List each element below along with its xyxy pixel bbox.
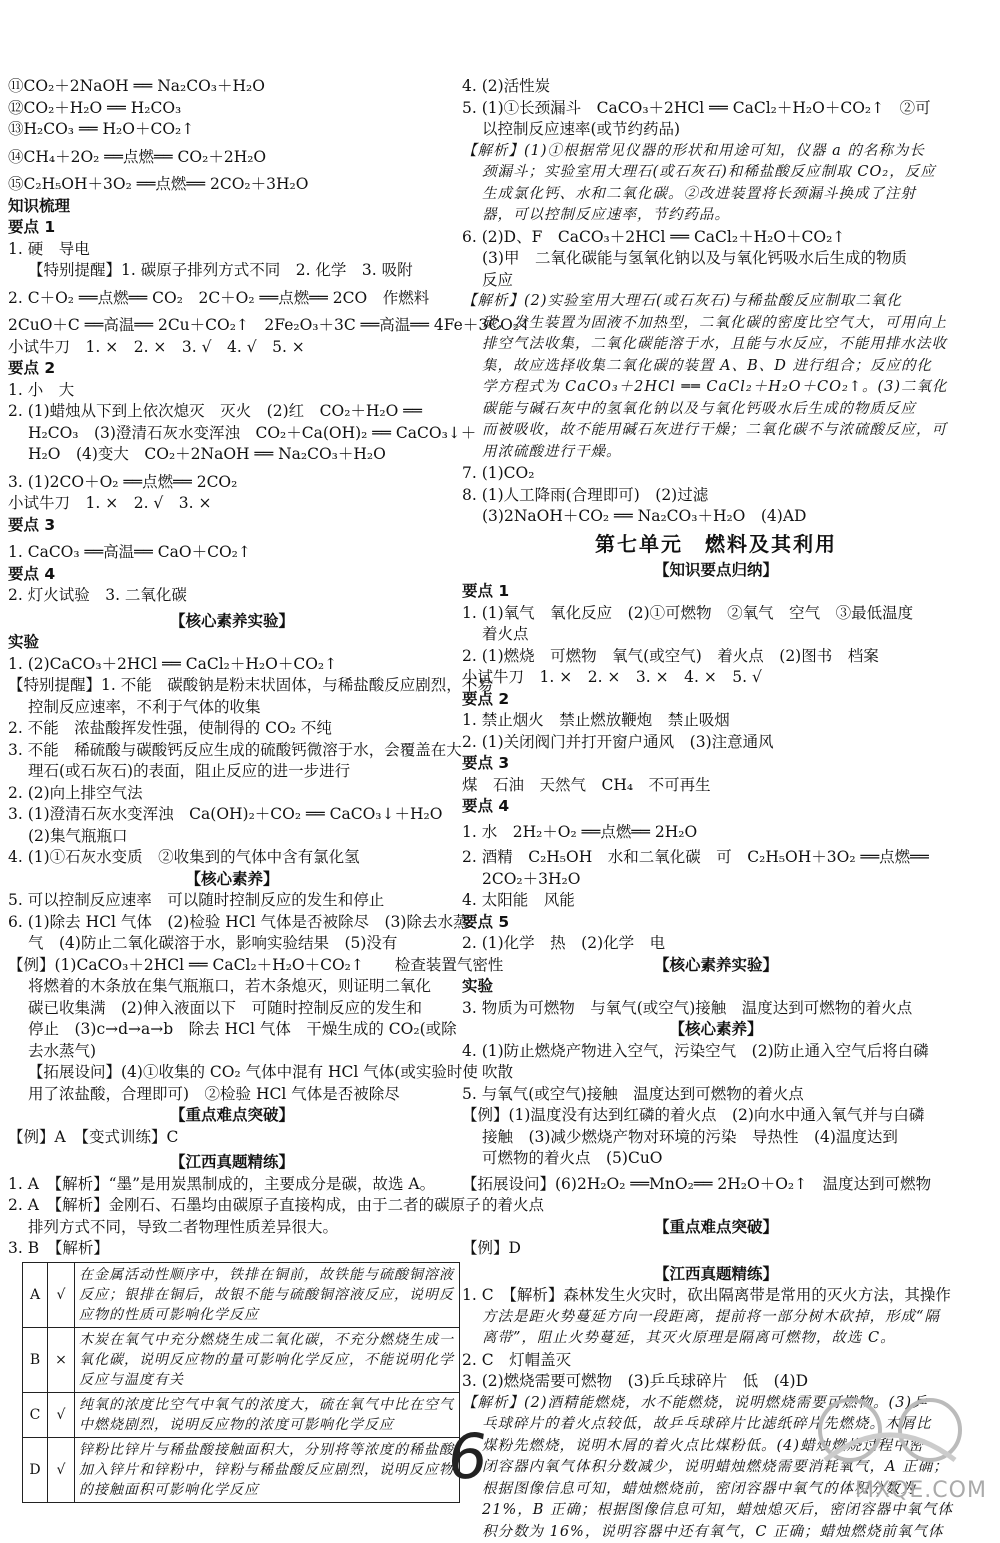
answer-line: 3. (2)燃烧需要可燃物 (3)乒乓球碎片 低 (4)D [462, 1371, 970, 1393]
answer-line: 2. C＋O₂ ══点燃══ CO₂ 2C＋O₂ ══点燃══ 2CO 作燃料 [8, 288, 456, 310]
section-heading: 知识梳理 [8, 196, 456, 218]
example-line: 【例】A 【变式训练】C [8, 1127, 456, 1149]
judgement-mark: × [48, 1327, 75, 1392]
example-line: 去水蒸气) [8, 1041, 456, 1063]
answer-line: 1. 硬 导电 [8, 239, 456, 261]
answer-line: 以控制反应速率(或节约药品) [462, 119, 970, 141]
left-column [8, 76, 456, 1503]
answer-line: 4. 太阳能 风能 [462, 890, 970, 912]
option-explanation: 在金属活动性顺序中，铁排在铜前，故铁能与硫酸铜溶液反应；银排在铜后，故银不能与硫酸铜溶液反应，说明反应物的性质可影响化学反应 [75, 1262, 460, 1327]
table-row [23, 1262, 460, 1327]
answer-line: 2. 不能 浓盐酸挥发性强，使制得的 CO₂ 不纯 [8, 718, 456, 740]
option-label: C [23, 1392, 48, 1437]
explanation-line: 根据图像信息可知，蜡烛燃烧前，密闭容器中氧气的体积分数为 [462, 1479, 970, 1501]
answer-line: 4. (2)活性炭 [462, 76, 970, 98]
answer-line: 反应 [462, 270, 970, 292]
explanation-line: 闭容器内氧气体积分数减少，说明蜡烛燃烧需要消耗氧气，A 正确； [462, 1457, 970, 1479]
table-row [23, 1392, 460, 1437]
answer-line: 2. 酒精 C₂H₅OH 水和二氧化碳 可 C₂H₅OH＋3O₂ ══点燃══ [462, 847, 970, 869]
answer-line: 2. 灯火试验 3. 二氧化碳 [8, 585, 456, 607]
section-heading: 【江西真题精练】 [462, 1264, 970, 1286]
answer-line: 理石(或石灰石)的表面，阻止反应的进一步进行 [8, 761, 456, 783]
quiz-line: 小试牛刀 1. × 2. × 3. √ 4. √ 5. × [8, 337, 456, 359]
answer-line: 着火点 [462, 624, 970, 646]
right-column [462, 76, 970, 1543]
section-heading: 【知识要点归纳】 [462, 560, 970, 582]
point-heading: 要点 3 [8, 515, 456, 537]
answer-line: 3. (1)澄清石灰水变浑浊 Ca(OH)₂＋CO₂ ══ CaCO₃↓＋H₂O [8, 804, 456, 826]
answer-line: (2)集气瓶瓶口 [8, 826, 456, 848]
example-line: 停止 (3)c→d→a→b 除去 HCl 气体 干燥生成的 CO₂(或除 [8, 1019, 456, 1041]
tip-line: 【特别提醒】1. 碳原子排列方式不同 2. 化学 3. 吸附 [8, 260, 456, 282]
equation-line: ⑪CO₂＋2NaOH ══ Na₂CO₃＋H₂O [8, 76, 456, 98]
answer-line: 5. (1)①长颈漏斗 CaCO₃＋2HCl ══ CaCl₂＋H₂O＋CO₂↑ ②可 [462, 98, 970, 120]
explanation-line: 学方程式为 CaCO₃＋2HCl ══ CaCl₂＋H₂O＋CO₂↑。(3)二氧化 [462, 377, 970, 399]
option-explanation: 锌粉比锌片与稀盐酸接触面积大，分别将等浓度的稀盐酸加入锌片和锌粉中，锌粉与稀盐酸反应剧烈，说明反应物的接触面积可影响化学反应 [75, 1437, 460, 1502]
equation-line: ⑬H₂CO₃ ══ H₂O＋CO₂↑ [8, 119, 456, 141]
explanation-line: 方法是距火势蔓延方向一段距离，提前将一部分树木砍掉，形成“隔 [462, 1307, 970, 1329]
answer-line: 1. A 【解析】“墨”是用炭黑制成的，主要成分是碳，故选 A。 [8, 1174, 456, 1196]
answer-line: 吹散 [462, 1062, 970, 1084]
explanation-line: 【解析】(2)实验室用大理石(或石灰石)与稀盐酸反应制取二氧化 [462, 291, 970, 313]
explanation-line: 21%，B 正确；根据图像信息可知，蜡烛熄灭后，密闭容器中氧气体 [462, 1500, 970, 1522]
equation-line: ⑮C₂H₅OH＋3O₂ ══点燃══ 2CO₂＋3H₂O [8, 174, 456, 196]
answer-line: 2. (1)关闭阀门并打开窗户通风 (3)注意通风 [462, 732, 970, 754]
sub-heading: 实验 [8, 632, 456, 654]
page-number: 6 [443, 1420, 493, 1493]
answer-line: (3)2NaOH＋CO₂ ══ Na₂CO₃＋H₂O (4)AD [462, 506, 970, 528]
example-line: 可燃物的着火点 (5)CuO [462, 1148, 970, 1170]
answer-line: 排列方式不同，导致二者物理性质差异很大。 [8, 1217, 456, 1239]
extension-line: 的着火点 [462, 1195, 970, 1217]
tip-line: 【特别提醒】1. 不能 碳酸钠是粉末状固体，与稀盐酸反应剧烈，不易 [8, 675, 456, 697]
answer-line: H₂O (4)变大 CO₂＋2NaOH ══ Na₂CO₃＋H₂O [8, 444, 456, 466]
answer-line: 3. (1)2CO＋O₂ ══点燃══ 2CO₂ [8, 472, 456, 494]
answer-line: 3. 物质为可燃物 与氧气(或空气)接触 温度达到可燃物的着火点 [462, 998, 970, 1020]
equation-line: ⑫CO₂＋H₂O ══ H₂CO₃ [8, 98, 456, 120]
option-label: B [23, 1327, 48, 1392]
explanation-line: 碳能与碱石灰中的氢氧化钠以及与氧化钙吸水后生成的物质反应 [462, 399, 970, 421]
analysis-table [22, 1262, 460, 1503]
answer-line: 3. 不能 稀硫酸与碳酸钙反应生成的硫酸钙微溶于水，会覆盖在大 [8, 740, 456, 762]
unit-title: 第七单元 燃料及其利用 [462, 528, 970, 560]
judgement-mark: √ [48, 1392, 75, 1437]
point-heading: 要点 4 [8, 564, 456, 586]
section-heading: 【核心素养】 [462, 1019, 970, 1041]
point-heading: 要点 1 [8, 217, 456, 239]
answer-line: 煤 石油 天然气 CH₄ 不可再生 [462, 775, 970, 797]
option-explanation: 纯氧的浓度比空气中氧气的浓度大，硫在氧气中比在空气中燃烧剧烈，说明反应物的浓度可影响化学反应 [75, 1392, 460, 1437]
answer-line: 1. 小 大 [8, 380, 456, 402]
explanation-line: 集，故应选择收集二氧化碳的装置 A、B、D 进行组合；反应的化 [462, 356, 970, 378]
answer-line: 5. 与氧气(或空气)接触 温度达到可燃物的着火点 [462, 1084, 970, 1106]
answer-line: 8. (1)人工降雨(合理即可) (2)过滤 [462, 485, 970, 507]
example-line: 【例】(1)温度没有达到红磷的着火点 (2)向水中通入氧气并与白磷 [462, 1105, 970, 1127]
answer-line: 1. CaCO₃ ══高温══ CaO＋CO₂↑ [8, 542, 456, 564]
watermark-text: MXQE.COM [855, 1478, 987, 1503]
option-label: D [23, 1437, 48, 1502]
answer-line: 2. (1)化学 热 (2)化学 电 [462, 933, 970, 955]
example-line: 接触 (3)减少燃烧产物对环境的污染 导热性 (4)温度达到 [462, 1127, 970, 1149]
explanation-line: 积分数为 16%，说明容器中还有氧气，C 正确；蜡烛燃烧前氧气体 [462, 1522, 970, 1543]
point-heading: 要点 2 [462, 689, 970, 711]
example-line: 将燃着的木条放在集气瓶瓶口，若木条熄灭，则证明二氧化 [8, 976, 456, 998]
answer-line: 5. 可以控制反应速率 可以随时控制反应的发生和停止 [8, 890, 456, 912]
point-heading: 要点 5 [462, 912, 970, 934]
answer-line: 2. C 灯帽盖灭 [462, 1350, 970, 1372]
answer-line: 气 (4)防止二氧化碳溶于水，影响实验结果 (5)没有 [8, 933, 456, 955]
explanation-line: 乓球碎片的着火点较低，故乒乓球碎片比滤纸碎片先燃烧。木屑比 [462, 1414, 970, 1436]
tip-line: 控制反应速率，不利于气体的收集 [8, 697, 456, 719]
quiz-line: 小试牛刀 1. × 2. × 3. × 4. × 5. √ [462, 667, 970, 689]
answer-line: 3. B 【解析】 [8, 1238, 456, 1260]
answer-line: 1. (1)氧气 氧化反应 (2)①可燃物 ②氧气 空气 ③最低温度 [462, 603, 970, 625]
explanation-line: 排空气法收集，二氧化碳能溶于水，且能与水反应，不能用排水法收 [462, 334, 970, 356]
table-row [23, 1437, 460, 1502]
point-heading: 要点 3 [462, 753, 970, 775]
explanation-line: 煤粉先燃烧，说明木屑的着火点比煤粉低。(4)蜡烛燃烧过程中密 [462, 1436, 970, 1458]
explanation-line: 离带”，阻止火势蔓延，其灭火原理是隔离可燃物，故选 C。 [462, 1328, 970, 1350]
explanation-line: 生成氯化钙、水和二氧化碳。②改进装置将长颈漏斗换成了注射 [462, 184, 970, 206]
judgement-mark: √ [48, 1262, 75, 1327]
explanation-line: 【解析】(1)①根据常见仪器的形状和用途可知，仪器 a 的名称为长 [462, 141, 970, 163]
answer-line: 7. (1)CO₂ [462, 463, 970, 485]
answer-line: 1. 水 2H₂＋O₂ ══点燃══ 2H₂O [462, 822, 970, 844]
section-heading: 【江西真题精练】 [8, 1152, 456, 1174]
point-heading: 要点 2 [8, 358, 456, 380]
sub-heading: 实验 [462, 976, 970, 998]
option-label: A [23, 1262, 48, 1327]
section-heading: 【重点难点突破】 [462, 1217, 970, 1239]
answer-line: 6. (1)除去 HCl 气体 (2)检验 HCl 气体是否被除尽 (3)除去水蒸 [8, 912, 456, 934]
explanation-line: 器，可以控制反应速率，节约药品。 [462, 205, 970, 227]
extension-line: 用了浓盐酸，合理即可) ②检验 HCl 气体是否被除尽 [8, 1084, 456, 1106]
section-heading: 【重点难点突破】 [8, 1105, 456, 1127]
answer-line: 4. (1)防止燃烧产物进入空气，污染空气 (2)防止通入空气后将白磷 [462, 1041, 970, 1063]
answer-line: 4. (1)①石灰水变质 ②收集到的气体中含有氯化氢 [8, 847, 456, 869]
equation-line: ⑭CH₄＋2O₂ ══点燃══ CO₂＋2H₂O [8, 147, 456, 169]
explanation-line: 碳，发生装置为固液不加热型，二氧化碳的密度比空气大，可用向上 [462, 313, 970, 335]
section-heading: 【核心素养实验】 [462, 955, 970, 977]
point-heading: 要点 4 [462, 796, 970, 818]
explanation-line: 【解析】(2)酒精能燃烧，水不能燃烧，说明燃烧需要可燃物。(3)乒 [462, 1393, 970, 1415]
extension-line: 【拓展设问】(6)2H₂O₂ ══MnO₂══ 2H₂O＋O₂↑ 温度达到可燃物 [462, 1174, 970, 1196]
answer-line: 2CuO＋C ══高温══ 2Cu＋CO₂↑ 2Fe₂O₃＋3C ══高温══ 4Fe＋3CO₂↑ [8, 315, 456, 337]
answer-line: (3)甲 二氧化碳能与氢氧化钠以及与氧化钙吸水后生成的物质 [462, 248, 970, 270]
answer-line: H₂CO₃ (3)澄清石灰水变浑浊 CO₂＋Ca(OH)₂ ══ CaCO₃↓＋ [8, 423, 456, 445]
judgement-mark: √ [48, 1437, 75, 1502]
example-line: 【例】D [462, 1238, 970, 1260]
answer-line: 2. A 【解析】金刚石、石墨均由碳原子直接构成，由于二者的碳原子 [8, 1195, 456, 1217]
answer-line: 1. (2)CaCO₃＋2HCl ══ CaCl₂＋H₂O＋CO₂↑ [8, 654, 456, 676]
answer-line: 2. (1)燃烧 可燃物 氧气(或空气) 着火点 (2)图书 档案 [462, 646, 970, 668]
table-row [23, 1327, 460, 1392]
quiz-line: 小试牛刀 1. × 2. √ 3. × [8, 493, 456, 515]
answer-line: 1. 禁止烟火 禁止燃放鞭炮 禁止吸烟 [462, 710, 970, 732]
section-heading: 【核心素养】 [8, 869, 456, 891]
point-heading: 要点 1 [462, 581, 970, 603]
extension-line: 【拓展设问】(4)①收集的 CO₂ 气体中混有 HCl 气体(或实验时使 [8, 1062, 456, 1084]
answer-line: 2. (1)蜡烛从下到上依次熄灭 灭火 (2)红 CO₂＋H₂O ══ [8, 401, 456, 423]
explanation-line: 用浓硫酸进行干燥。 [462, 442, 970, 464]
explanation-line: 而被吸收，故不能用碱石灰进行干燥；二氧化碳不与浓硫酸反应，可 [462, 420, 970, 442]
option-explanation: 木炭在氧气中充分燃烧生成二氧化碳，不充分燃烧生成一氧化碳，说明反应物的量可影响化学反应，不能说明化学反应与温度有关 [75, 1327, 460, 1392]
example-line: 【例】(1)CaCO₃＋2HCl ══ CaCl₂＋H₂O＋CO₂↑ 检查装置气密性 [8, 955, 456, 977]
section-heading: 【核心素养实验】 [8, 611, 456, 633]
explanation-line: 颈漏斗；实验室用大理石(或石灰石)和稀盐酸反应制取 CO₂，反应 [462, 162, 970, 184]
answer-line: 1. C 【解析】森林发生火灾时，砍出隔离带是常用的灭火方法，其操作 [462, 1285, 970, 1307]
answer-line: 6. (2)D、F CaCO₃＋2HCl ══ CaCl₂＋H₂O＋CO₂↑ [462, 227, 970, 249]
answer-line: 2. (2)向上排空气法 [8, 783, 456, 805]
answer-line: 2CO₂＋3H₂O [462, 869, 970, 891]
example-line: 碳已收集满 (2)伸入液面以下 可随时控制反应的发生和 [8, 998, 456, 1020]
